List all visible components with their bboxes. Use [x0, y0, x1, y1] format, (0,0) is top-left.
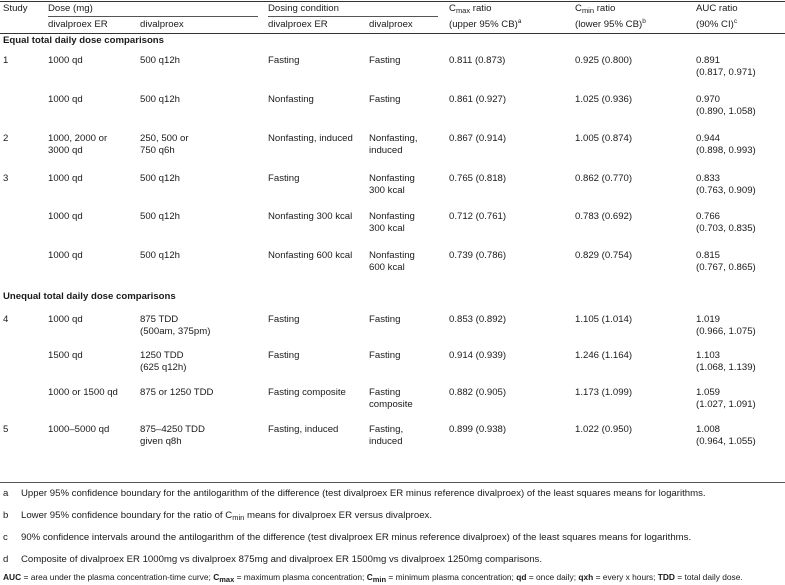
cell-condition-er-line: Nonfasting 600 kcal: [268, 250, 353, 261]
cell-condition-er-line: Nonfasting, induced: [268, 133, 353, 144]
cell-auc-line: (0.763, 0.909): [696, 185, 756, 196]
cell-dose-er: [48, 94, 83, 106]
cell-dose-dv-line: 875 TDD: [140, 314, 179, 325]
cell-condition-er: [268, 94, 314, 106]
cell-dose-er-line: 1000 qd: [48, 314, 83, 325]
cell-cmax: 0.712 (0.761): [449, 211, 507, 222]
cell-dose-dv: [140, 173, 180, 185]
dose-group-underline: [48, 16, 258, 17]
cell-auc-line: (0.964, 1.055): [696, 436, 756, 447]
header-study: Study: [3, 3, 28, 14]
header-cmin: $C_{min}$ ratio: [575, 3, 616, 15]
cell-auc: [696, 94, 756, 118]
cell-condition-dv-line: Nonfasting,: [369, 133, 418, 144]
cell-cmin: 0.925 (0.800): [575, 55, 633, 66]
header-auc: AUC ratio: [696, 3, 738, 14]
cell-auc: [696, 350, 756, 374]
cell-dose-dv: [140, 211, 180, 223]
cell-dose-er-line: 3000 qd: [48, 145, 83, 156]
condition-group-underline: [268, 16, 438, 17]
cell-cmin: 1.025 (0.936): [575, 94, 633, 105]
cell-auc-line: (0.898, 0.993): [696, 145, 756, 156]
cell-study: 1: [3, 55, 9, 66]
cell-condition-dv: [369, 211, 415, 235]
cell-dose-er-line: 1000–5000 qd: [48, 424, 110, 435]
header-cmax-cb: (upper 95% CB)$^a$: [449, 18, 522, 30]
cell-dose-dv-line: 750 q6h: [140, 145, 175, 156]
cell-dose-dv-line: 500 q12h: [140, 94, 181, 105]
cell-condition-dv-line: Nonfasting: [369, 211, 415, 222]
cell-dose-dv-line: 1250 TDD: [140, 350, 184, 361]
cell-study: 4: [3, 314, 9, 325]
cell-dose-dv-line: 875–4250 TDD: [140, 424, 205, 435]
cell-condition-er-line: Nonfasting 300 kcal: [268, 211, 353, 222]
cell-condition-dv-line: 300 kcal: [369, 185, 405, 196]
cell-dose-er: [48, 173, 83, 185]
cell-condition-er-line: Fasting composite: [268, 387, 346, 398]
cell-condition-dv: [369, 387, 413, 411]
cell-dose-er-line: 1000 qd: [48, 250, 83, 261]
cell-condition-dv: [369, 424, 403, 448]
cell-condition-dv: [369, 133, 418, 157]
cell-dose-er: [48, 350, 83, 362]
abbreviations-line-1: AUC = area under the plasma concentration-time curve; $C_{max}$ = maximum plasma concentration; $C_{min}$ = minimum plasma concentration; qd = once daily; qxh = every x hours; TDD = total daily dose.: [3, 572, 743, 584]
section-equal-dose: Equal total daily dose comparisons: [3, 35, 164, 46]
cell-dose-dv-line: (500am, 375pm): [140, 326, 211, 337]
cell-auc-line: 1.059: [696, 387, 721, 398]
cell-auc: [696, 173, 756, 197]
cell-cmax: 0.765 (0.818): [449, 173, 507, 184]
cell-dose-er: [48, 211, 83, 223]
cell-auc-line: 1.019: [696, 314, 721, 325]
cell-auc-line: 1.008: [696, 424, 721, 435]
cell-condition-dv-line: 300 kcal: [369, 223, 405, 234]
cell-cmin: 0.829 (0.754): [575, 250, 633, 261]
cell-cmax: 0.914 (0.939): [449, 350, 507, 361]
cell-condition-er-line: Fasting: [268, 55, 300, 66]
cell-condition-dv-line: induced: [369, 436, 403, 447]
cell-condition-dv: [369, 173, 415, 197]
cell-auc: [696, 133, 756, 157]
cell-condition-er: [268, 133, 353, 145]
cell-auc-line: (1.068, 1.139): [696, 362, 756, 373]
cell-cmin: 0.783 (0.692): [575, 211, 633, 222]
cell-cmax: 0.882 (0.905): [449, 387, 507, 398]
header-dose-dv: divalproex: [140, 19, 184, 30]
header-condition-group: Dosing condition: [268, 3, 339, 14]
cell-cmin: 0.862 (0.770): [575, 173, 633, 184]
header-cond-er: divalproex ER: [268, 19, 328, 30]
cell-condition-er: [268, 424, 338, 436]
cell-condition-dv-line: induced: [369, 145, 403, 156]
cell-auc-line: 0.891: [696, 55, 721, 66]
cell-condition-dv: [369, 350, 400, 362]
cell-auc: [696, 314, 756, 338]
cell-dose-dv-line: given q8h: [140, 436, 182, 447]
cell-condition-dv-line: Fasting: [369, 387, 401, 398]
cell-cmax: 0.899 (0.938): [449, 424, 507, 435]
cell-dose-er-line: 1000 qd: [48, 55, 83, 66]
cell-auc-line: 1.103: [696, 350, 721, 361]
cell-dose-er: [48, 387, 118, 399]
cell-condition-er: [268, 55, 299, 67]
header-dose-group: Dose (mg): [48, 3, 93, 14]
cell-dose-er: [48, 133, 107, 157]
header-cond-dv: divalproex: [369, 19, 413, 30]
cell-cmin: 1.173 (1.099): [575, 387, 633, 398]
cell-dose-dv-line: 500 q12h: [140, 211, 181, 222]
cell-study: 3: [3, 173, 9, 184]
cell-condition-dv-line: Fasting,: [369, 424, 404, 435]
cell-dose-er: [48, 55, 83, 67]
cell-condition-er-line: Fasting: [268, 314, 300, 325]
cell-auc-line: (1.027, 1.091): [696, 399, 756, 410]
cell-condition-dv-line: Nonfasting: [369, 173, 415, 184]
cell-dose-er-line: 1500 qd: [48, 350, 83, 361]
cell-auc-line: (0.703, 0.835): [696, 223, 756, 234]
cell-dose-er-line: 1000 or 1500 qd: [48, 387, 118, 398]
cell-dose-dv: [140, 314, 210, 338]
cell-dose-dv: [140, 387, 213, 399]
cell-cmin: 1.005 (0.874): [575, 133, 633, 144]
cell-condition-er: [268, 173, 299, 185]
cell-dose-er-line: 1000 qd: [48, 173, 83, 184]
cell-dose-dv: [140, 350, 186, 374]
cell-dose-er-line: 1000 qd: [48, 211, 83, 222]
cell-condition-er: [268, 350, 299, 362]
cell-auc: [696, 424, 756, 448]
cell-auc-line: 0.944: [696, 133, 721, 144]
cell-condition-er-line: Fasting, induced: [268, 424, 339, 435]
header-dose-er: divalproex ER: [48, 19, 108, 30]
cell-auc-line: (0.817, 0.971): [696, 67, 756, 78]
cell-condition-dv: [369, 314, 400, 326]
cell-condition-dv-line: Fasting: [369, 350, 401, 361]
cell-cmax: 0.739 (0.786): [449, 250, 507, 261]
cell-auc-line: (0.767, 0.865): [696, 262, 756, 273]
cell-dose-dv: [140, 250, 180, 262]
cell-auc: [696, 387, 756, 411]
cell-condition-dv-line: Fasting: [369, 55, 401, 66]
cell-auc: [696, 250, 756, 274]
header-cmin-cb: (lower 95% CB)$^b$: [575, 18, 646, 30]
cell-auc-line: 0.815: [696, 250, 721, 261]
cell-cmin: 1.022 (0.950): [575, 424, 633, 435]
cell-condition-dv-line: Fasting: [369, 94, 401, 105]
cell-auc-line: 0.766: [696, 211, 721, 222]
cell-cmin: 1.246 (1.164): [575, 350, 633, 361]
cell-cmin: 1.105 (1.014): [575, 314, 633, 325]
header-cmax: $C_{max}$ ratio: [449, 3, 492, 15]
cell-dose-er-line: 1000, 2000 or: [48, 133, 108, 144]
cell-condition-er-line: Fasting: [268, 350, 300, 361]
table-bottom-rule: [0, 482, 785, 483]
cell-dose-dv-line: 500 q12h: [140, 173, 181, 184]
cell-condition-dv: [369, 55, 400, 67]
cell-dose-dv-line: 250, 500 or: [140, 133, 189, 144]
cell-dose-dv: [140, 94, 180, 106]
header-auc-ci: (90% CI)$^c$: [696, 18, 738, 30]
cell-study: 2: [3, 133, 9, 144]
cell-dose-dv-line: 500 q12h: [140, 250, 181, 261]
cell-dose-er: [48, 250, 83, 262]
cell-cmax: 0.861 (0.927): [449, 94, 507, 105]
cell-condition-er: [268, 211, 352, 223]
cell-auc: [696, 55, 756, 79]
cell-condition-er-line: Nonfasting: [268, 94, 314, 105]
cell-condition-er-line: Fasting: [268, 173, 300, 184]
cell-study: 5: [3, 424, 9, 435]
cell-condition-dv: [369, 250, 415, 274]
cell-condition-dv-line: Fasting: [369, 314, 401, 325]
cell-condition-er: [268, 314, 299, 326]
cell-cmax: 0.867 (0.914): [449, 133, 507, 144]
cell-condition-er: [268, 387, 346, 399]
cell-auc: [696, 211, 756, 235]
header-bottom-rule: [0, 33, 785, 34]
cell-dose-er-line: 1000 qd: [48, 94, 83, 105]
cell-dose-dv-line: (625 q12h): [140, 362, 187, 373]
table-top-rule: [0, 1, 785, 2]
cell-dose-dv: [140, 133, 189, 157]
cell-dose-dv-line: 500 q12h: [140, 55, 181, 66]
cell-dose-er: [48, 314, 83, 326]
cell-condition-er: [268, 250, 352, 262]
cell-condition-dv: [369, 94, 400, 106]
cell-dose-er: [48, 424, 109, 436]
cell-dose-dv: [140, 55, 180, 67]
cell-cmax: 0.853 (0.892): [449, 314, 507, 325]
section-unequal-dose: Unequal total daily dose comparisons: [3, 291, 176, 302]
cell-condition-dv-line: 600 kcal: [369, 262, 405, 273]
cell-condition-dv-line: composite: [369, 399, 413, 410]
cell-condition-dv-line: Nonfasting: [369, 250, 415, 261]
cell-auc-line: 0.833: [696, 173, 721, 184]
cell-auc-line: (0.890, 1.058): [696, 106, 756, 117]
cell-dose-dv: [140, 424, 205, 448]
cell-auc-line: (0.966, 1.075): [696, 326, 756, 337]
cell-dose-dv-line: 875 or 1250 TDD: [140, 387, 214, 398]
cell-auc-line: 0.970: [696, 94, 721, 105]
cell-cmax: 0.811 (0.873): [449, 55, 506, 66]
